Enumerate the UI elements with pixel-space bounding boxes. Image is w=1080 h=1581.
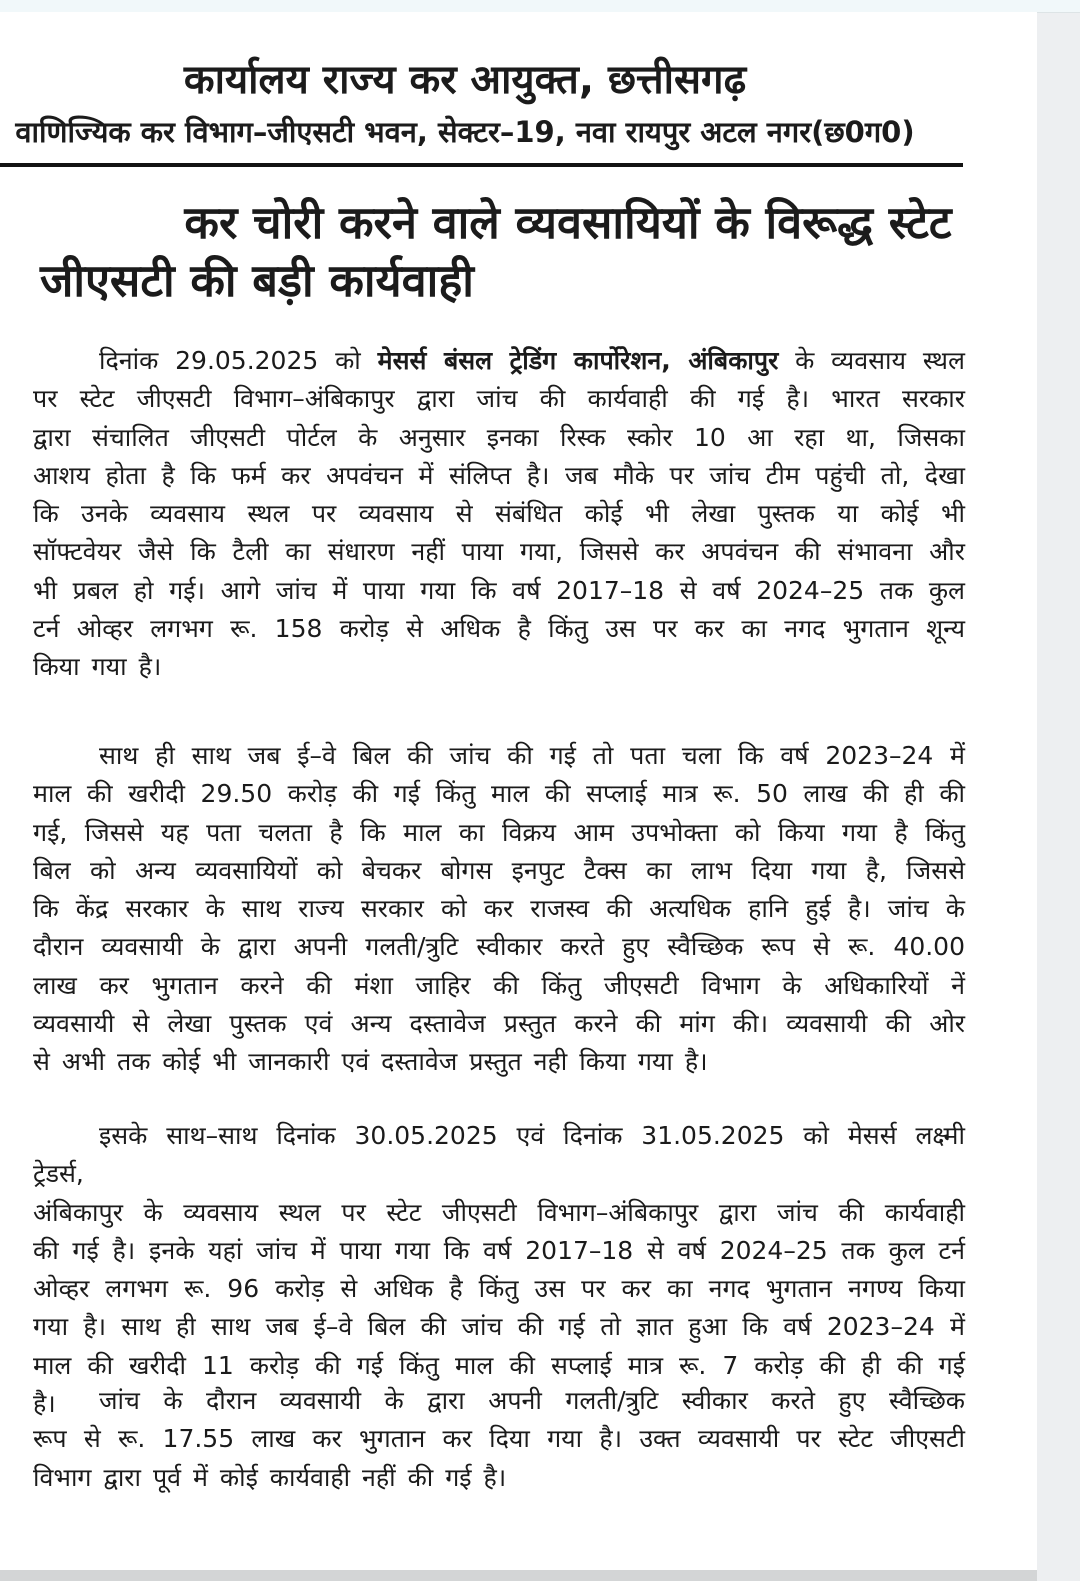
text-line: जीएसटी की बड़ी कार्यवाही bbox=[40, 254, 474, 307]
text-line: रूप से रू. 17.55 लाख कर भुगतान कर दिया गया है। उक्त व्यवसायी पर स्टेट जीएसटी bbox=[33, 1424, 965, 1454]
text-line: कि केंद्र सरकार के साथ राज्य सरकार को कर राजस्व की अत्यधिक हानि हुई है। जांच के bbox=[33, 894, 965, 924]
text-line: विभाग द्वारा पूर्व में कोई कार्यवाही नहीं की गई है। bbox=[33, 1462, 507, 1492]
page-right-margin bbox=[1037, 13, 1080, 1581]
text-line: किया गया है। bbox=[33, 652, 162, 682]
text-line: इसके साथ–साथ दिनांक 30.05.2025 एवं दिनांक 31.05.2025 को मेसर्स लक्ष्मी ट्रेडर्स, bbox=[33, 1121, 965, 1189]
text-line: भी प्रबल हो गई। आगे जांच में पाया गया कि वर्ष 2017–18 से वर्ष 2024–25 तक कुल bbox=[33, 575, 965, 605]
paragraph-laxmi-traders-inspection bbox=[33, 1117, 965, 1423]
text-line: लाख कर भुगतान करने की मंशा जाहिर की किंतु जीएसटी विभाग के अधिकारियों नें bbox=[33, 970, 965, 1000]
document-page bbox=[0, 12, 1037, 1570]
text-line: है। bbox=[33, 1389, 56, 1419]
paragraph-eway-bill-findings bbox=[33, 737, 965, 1082]
text-line: दौरान व्यवसायी के द्वारा अपनी गलती/त्रुटि स्वीकार करते हुए स्वैच्छिक रूप से रू. 40.00 bbox=[33, 932, 965, 962]
header-divider bbox=[0, 163, 963, 167]
text-line: माल की खरीदी 29.50 करोड़ की गई किंतु माल की सप्लाई मात्र रू. 50 लाख की ही की bbox=[33, 779, 965, 809]
text-line: अंबिकापुर के व्यवसाय स्थल पर स्टेट जीएसटी विभाग–अंबिकापुर द्वारा जांच की कार्यवाही bbox=[33, 1197, 965, 1227]
paragraph-bansal-trading-inspection bbox=[33, 342, 965, 687]
page-bottom-strip bbox=[0, 1570, 1037, 1581]
text-line: पर स्टेट जीएसटी विभाग–अंबिकापुर द्वारा जांच की कार्यवाही की गई है। भारत सरकार bbox=[33, 384, 965, 414]
text-line: द्वारा संचालित जीएसटी पोर्टल के अनुसार इनका रिस्क स्कोर 10 आ रहा था, जिसका bbox=[33, 422, 965, 452]
text-line: आशय होता है कि फर्म कर अपवंचन में संलिप्त है। जब मौके पर जांच टीम पहुंची तो, देखा bbox=[33, 460, 965, 490]
text-line: कि उनके व्यवसाय स्थल पर व्यवसाय से संबंधित कोई भी लेखा पुस्तक या कोई भी bbox=[33, 499, 965, 529]
header-office-address: वाणिज्यिक कर विभाग–जीएसटी भवन, सेक्टर–19, नवा रायपुर अटल नगर(छ0ग0) bbox=[15, 115, 915, 149]
text-line: साथ ही साथ जब ई–वे बिल की जांच की गई तो पता चला कि वर्ष 2023–24 में bbox=[99, 741, 965, 770]
text-line: टर्न ओव्हर लगभग रू. 158 करोड़ से अधिक है किंतु उस पर कर का नगद भुगतान शून्य bbox=[33, 614, 965, 644]
text-line: व्यवसायी से लेखा पुस्तक एवं अन्य दस्तावेज प्रस्तुत करने की मांग की। व्यवसायी की ओर bbox=[33, 1009, 965, 1039]
header-office-name: कार्यालय राज्य कर आयुक्त, छत्तीसगढ़ bbox=[183, 57, 747, 103]
text-line: कर चोरी करने वाले व्यवसायियों के विरूद्ध स्टेट bbox=[184, 196, 952, 249]
text-line: माल की खरीदी 11 करोड़ की गई किंतु माल की सप्लाई मात्र रू. 7 करोड़ की ही की गई bbox=[33, 1350, 965, 1380]
text-line: गया है। साथ ही साथ जब ई–वे बिल की जांच की गई तो ज्ञात हुआ कि वर्ष 2023–24 में bbox=[33, 1312, 965, 1342]
press-release-title bbox=[40, 194, 1030, 310]
text-line: ओव्हर लगभग रू. 96 करोड़ से अधिक है किंतु उस पर कर का नगद भुगतान नगण्य किया bbox=[33, 1274, 965, 1304]
text-line: से अभी तक कोई भी जानकारी एवं दस्तावेज प्रस्तुत नही किया गया है। bbox=[33, 1047, 708, 1077]
text-line: बिल को अन्य व्यवसायियों को बेचकर बोगस इनपुट टैक्स का लाभ दिया गया है, जिससे bbox=[33, 855, 965, 885]
text-line: दिनांक 29.05.2025 को मेसर्स बंसल ट्रेडिंग कार्पोरेशन, अंबिकापुर के व्यवसाय स्थल bbox=[99, 346, 965, 375]
text-line: की गई है। इनके यहां जांच में पाया गया कि वर्ष 2017–18 से वर्ष 2024–25 तक कुल टर्न bbox=[33, 1235, 965, 1265]
text-line: जांच के दौरान व्यवसायी के द्वारा अपनी गलती/त्रुटि स्वीकार करते हुए स्वैच्छिक bbox=[99, 1386, 965, 1415]
text-line: सॉफ्टवेयर जैसे कि टैली का संधारण नहीं पाया गया, जिससे कर अपवंचन की संभावना और bbox=[33, 537, 965, 567]
paragraph-voluntary-tax-payment bbox=[33, 1382, 965, 1497]
text-line: गई, जिससे यह पता चलता है कि माल का विक्रय आम उपभोक्ता को किया गया है किंतु bbox=[33, 817, 965, 847]
